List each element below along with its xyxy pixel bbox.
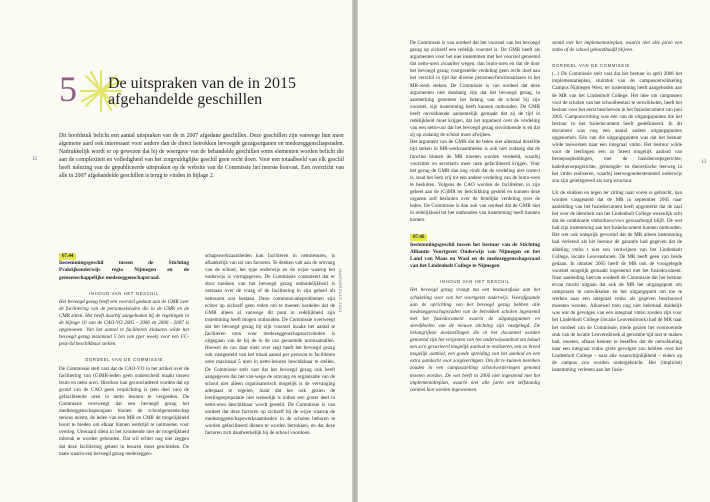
section-heading: OORDEEL VAN DE COMMISSIE (85, 357, 163, 363)
body-text: De Commissie is van oordeel dat het voorstel van het bevoegd gezag op zichzelf een redelijk voorstel is. De GMR heeft als argumenten voor het niet instemmen met het voorstel genoemd dat netto-uren zwaarder wegen, dan bruto-uren en dat de door het bevoegd gezag voorgestelde verdeling geen recht doet aan het verschil in tijd dat diverse personen/functionarissen in het MR-werk steken. De Commissie is van oordeel dat deze argumenten niet dusdanig zijn dat het bevoegd gezag, in aanmerking genomen het belang van de school bij zijn voorstel, zijn instemming heeft kunnen onthouden. De GMR heeft onvoldoende aannemelijk gemaakt dat zij de tijd in redelijkheid moet krijgen, dat het argument over de verdeling van een netto-uur dat het bevoegd gezag onvoldoende is en dat zij op zodanig de school moet afwijken. (410, 40, 540, 139)
case-title: Instemmingsgeschil tussen de Stichting Praktijkonderwijs regio Nijmegen en de gemeenschappelijke medezeggenschapsraad. (59, 260, 189, 281)
body-text: stemd met het implementatieplan, waarin niet alle jaren een vmbo of de school gehandhaafd blijven. (552, 40, 682, 54)
running-head: JAARVERSLAG 2015 (338, 268, 342, 313)
right-page (358, 0, 710, 502)
section-heading: OORDEEL VAN DE COMMISSIE (552, 63, 630, 69)
left-column-1 (59, 253, 189, 458)
case-number-badge: 07.44 (59, 253, 76, 260)
case-title: Instemmingsgeschil tussen het bestuur van de Stichting Alliantie Voortgezet Onderwijs van Nijmegen en het Land van Maas en Waal en de medezeggenschapsraad van het Lindenholt College te Nijmegen (410, 241, 540, 270)
right-column-2 (552, 40, 682, 374)
right-column-1 (410, 40, 540, 394)
case-block (59, 253, 189, 282)
left-page (0, 0, 352, 502)
chapter-title: De uitspraken van de in 2015 afgehandelde geschillen (108, 75, 296, 108)
page-number-right: 13 (701, 160, 706, 165)
section-heading: INHOUD VAN HET GESCHIL (89, 290, 159, 296)
page-number-left: 12 (32, 157, 37, 162)
section-heading: INHOUD VAN HET GESCHIL (440, 279, 510, 285)
left-column-2 (205, 253, 335, 437)
judgment-text: (...) De Commissie stelt vast dat het bestuur in april 2006 het implementatieplan, sluitstuk van de campusontwikkeling Campus Nijmegen West, ter instemming heeft aangeboden aan de MR van het Lindenholt College. Het idee om campussen voor de scholen van het schoolbestuur te ontwikkelen, heeft het bestuur voor het eerst beschreven in het fusiedocument van juni 2005. Campusvorming was één van de uitgangspunten die het bestuur in het fusiedocument heeft gedefinieerd. In dit document was nog een aantal andere uitgangspunten opgenomen. Eén van die uitgangspunten was dat het bestuur wilde toewerken naar een integraal vmbo. Het bestuur wilde voor de leerlingen een zo breed mogelijk aanbod van beroepsopleidingen, met de basisberoepsgerichte, kaderberoepsgerichte, gemengde- en theoretische leerweg in het vmbo realiseren, waarbij leerwegondersteunend onderwijs zou zijn geïntegreerd als zorg structuur. (552, 71, 682, 184)
judgment-text: Uit de stukken en tegen ter zitting naar voren is gebracht, kan worden vastgesteld dat de MR in september 2005 naar aanleiding van het fusiedocument heeft opgemerkt dat de zaal het voor de identiteit van het Lindenholt College wezenlijk acht dat de combinatie vmbo/havo/vwo gewaarborgd blijft. De wet had zijn instemming aan het fusiedocument kunnen onthouden. Het wet ook ontsprijk gevormd dat de MR alleen instemming had verleend als het bestuur de garantie had gegeven dat de afdeling vmbo t niet zou verdwijnen van het Lindenholt College, locatie Leuvensbroek. De MR heeft geen van beide gedaan. In oktober 2005 heeft de MR ook de voorgelegde voorstel mogelijk gemaakt ingestemd met het fusiedocument. Naar aanleiding hiervan oordeelt de Commissie dat het bestuur ervan mocht uitgaan dat ook de MR het uitgangspunt om campussen te ontwikkelen en het uitgangspunt om toe te werken naar een integraal vmbo als gegeven beschouwd moesten worden. Alhoewel toen nog niet helemaal duidelijk was wat de gevolgen van een integraal vmbo zouden zijn voor het Lindenholt College (locatie Leuvensbroek) had de MR naar het oordeel van de Commissie, mede gezien het voornoemde stuk van de locatie Leuvensbroek al gerustme tijd niet te maken had, moeten, afhaas kennen te beseffen dat de ontwikkeling naar een integraal vmbo grote gevolgen zou hebben voor het Lindenholt College – naar alle waarschijnlijkheid – eiders op de campus zou worden ondergebracht. Het (impliciet) instemming verlenen aan het fusie- (552, 189, 682, 374)
case-number-badge: 07.46 (410, 234, 427, 241)
case-content-text: Het bevoegd gezag vraagt ma een bestuursfusie aan het schakeling voor van het voortgezet onderwijs. Voorafgaande aan de oprichting van het bevoegd gezag hebben alle medezeggenschapsraden van de betrokken scholen ingestemd met het fusiedocument waarin de uitgangspunten en streefdoelen van de nieuwe stichting zijn vastgelegd. De belangrijkste doelstellingen die in het document worden genoemd zijn het vergroten van het onderwijsaanbod om lokaal een zo'n gevarieerd mogelijk aanbod te realiseren, een zo breed mogelijk aanbod, een goede spreiding van het aanbod en een extra aandacht voor zorgleerlingen. Om dit te kunnen bereiken zouden in een campusstelling schoolvorderingen genomd moeten worden. De wet heeft in 2006 niet ingestemd met het implementatieplan, waarin niet alle jaren een zelfstandig oordeel kon worden ingewonnen. (410, 287, 540, 393)
body-text: Het argument van de GMR dat de leden niet allemaal dezelfde tijd steken in MR-werkzaamheden is ook niet zodanig dat de functies binnen de MR moeten worden verdeeld, waarbij voorzitter en secretaris meer uren gefaciliteerd krijgen. Voor het gezag de GMR dan nog vindt dat de verdeling niet correct is, staat het hem vrij tot een andere verdeling van de bruto-uren te besluiten. Volgens de CAO worden de faciliteiten in zijn geheel aan de (G)MR ter beschikking gesteld en kunnen deze organen zelf besluiten over de feitelijke verdeling over de leden. De Commissie is dan ook van oordeel dat de GMR niet in redelijkheid tot het onthouden van instemming heeft kunnen komen. (410, 139, 540, 224)
body-text: schapswerkzaamheden kan faciliteren in nettolesuren, is afhankelijk van tal van factoren. Te denken valt aan de omvang van de school, het type onderwijs en de wijze waarop het onderwijs is vormgegeven. De Commissie constateert dat er door toedoen van het bevoegd gezag onduidelijkheid is ontstaan over de vraag of de facilitering in zijn geheel uit nettouren zou bestaan. Deze communicatieproblemen zijn echter op zichzelf geen reden om te moeten oordelen dat de GMR alleen al vanwege dit punt in redelijkheid zijn instemming heeft mogen onthouden. De Commissie overweegt dat het bevoegd gezag bij zijn voorstel inzake het aantal te faciliteren uren voor medezeggenschapsactiviteiten is uitgegaan van de bij de in de cao genoemde normaantallen. Hoewel de cao daar niets over zegt heeft het bevoegd gezag ook vastgesteld van het totaal aantal per persoon te faciliteren uren maximaal 5 uren in netto-lesuren beschikbaar te stellen. De Commissie stelt vast dat het bevoegd gezag ook heeft aangegeven dat het van-wege de omvang en organisatie van de school niet alleen organisatorisch mogelijk is de vervanging adequaat te regelen, maar dat het ook gezien de leerlingenpopulatie niet wenselijk is indien een groter deel in netto-uren beschikbaar wordt gesteld. De Commissie is van oordeel dat deze factoren op zichzelf bij de wijze waarop de medezeggenschapswerkzaamheden in de scholen behoren te worden gefaciliteerd dienen te worden betrokken, en dat deze factoren zich daadwerkelijk bij de school voordoen. (205, 253, 335, 437)
intro-paragraph: Dit hoofdstuk belicht een aantal uitspraken van de in 2007 afgedane geschillen. Deze geschillen zijn vanwege hun meer algemene aard ook interessant voor andere dan de direct betrokken bevoegde gezagsorganen en medezeggenschapsraden. Nadrukkelijk wordt er op gewezen dat bij de weergave van de behandelde geschillen soms elementen worden belicht die aan de complexiteit en volledigheid van het zorgvuldiglijke geschil geen recht doen. Voor een totaalbeeld van elk geschil heeft nalezing van de gepubliceerde uitspraken op de website van de Commissie het morste houvast. Een overzicht van alle in 2007 afgehandelde geschillen is terug te vinden in bijlage 2. (59, 133, 344, 179)
chapter-number: 5 (59, 69, 77, 109)
case-content-text: Het bevoegd gezag heeft een voorstel gedaan aan de GMR over de facilitering van de personeelsleden die in de GMR en de CMR zitten. Het heeft daarbij aangeboden bij de regelingen in de bijlage 10 van de CAO-VO 2005 - 2006 en 2006 - 2007 is opgenomen. Van het aantal te faciliteren klokuren wilde het bevoegd gezag maximaal 5 (en van (per week) voor een FC-post-lid beschikbaar stellen. (59, 298, 189, 348)
case-block (410, 234, 540, 270)
judgment-text: De Commissie stelt vast dat de CAO-VO in het artikel over de facilitering van (G)MR-leden geen onderscheid maakt tussen bruto en netto uren. Hierdoor kan geconcludeerd worden dat op grond van de CAO geen verplichting is (een deel van) de gefaciliteerde uren in netto lesuren te vergoeden. De Commissie overweegt dat een bevoegd gezag het medezeggenschapsorgaan binnen de schoolgemeenschap serieus neemt, de leden van een MR en CMR de mogelijkheid hoort te bieden om elkaar binnen werktijd te ontmoeten voor overleg. Uiteraard dient in het kronkende niet de mogelijkheid inbreuk te worden gebouden. Dat wil echter nog niet zeggen dat deze facilitering geheel in lesuren moet geschieden. De mate waarin een bevoegd gezag medezeggen- (59, 365, 189, 457)
